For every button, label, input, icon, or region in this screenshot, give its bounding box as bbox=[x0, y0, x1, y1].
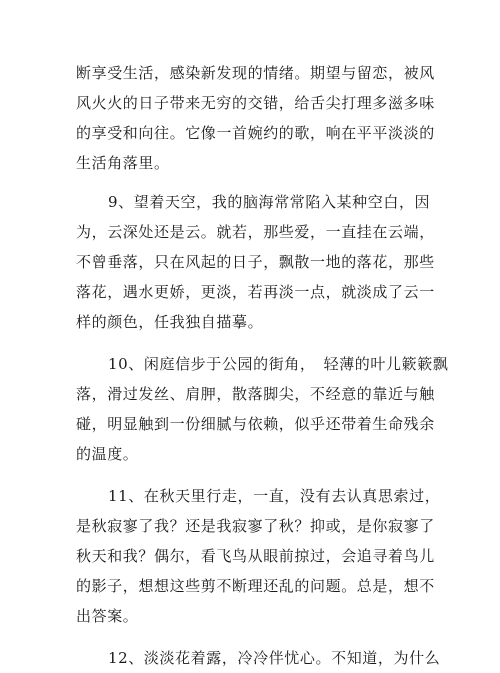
text-line: 的温度。 bbox=[76, 445, 139, 463]
text-line: 11、在秋天里行走，一直，没有去认真思索过， bbox=[108, 487, 441, 505]
text-line: 风火火的日子带来无穷的交错，给舌尖打理多滋多味 bbox=[76, 94, 435, 112]
paragraph-12 bbox=[76, 643, 441, 673]
text-line: 出答案。 bbox=[76, 607, 139, 625]
paragraph-11 bbox=[76, 481, 441, 631]
text-line: 是秋寂寥了我？还是我寂寥了秋？抑或，是你寂寥了 bbox=[76, 517, 435, 535]
text-line: 落花，遇水更娇，更淡，若再淡一点，就淡成了云一 bbox=[76, 283, 435, 301]
document-page bbox=[76, 58, 449, 673]
text-line: 不曾垂落，只在风起的日子，飘散一地的落花，那些 bbox=[76, 253, 435, 271]
text-line: 12、淡淡花着露，冷冷伴忧心。不知道，为什么 bbox=[108, 649, 441, 667]
text-line: 的享受和向往。它像一首婉约的歌，响在平平淡淡的 bbox=[76, 124, 435, 142]
paragraph-9 bbox=[76, 187, 438, 337]
text-line: 秋天和我？偶尔，看飞鸟从眼前掠过，会追寻着鸟儿 bbox=[76, 547, 435, 565]
text-line: 10、闲庭信步于公园的街角， 轻薄的叶儿簌簌飘 bbox=[108, 355, 449, 373]
text-line: 9、望着天空，我的脑海常常陷入某种空白，因 bbox=[108, 193, 431, 211]
paragraph-10 bbox=[76, 349, 449, 469]
paragraph-8-continued bbox=[76, 58, 438, 178]
text-line: 落，滑过发丝、肩胛，散落脚尖，不经意的靠近与触 bbox=[76, 385, 435, 403]
text-line: 生活角落里。 bbox=[76, 154, 170, 172]
text-line: 断享受生活，感染新发现的情绪。期望与留恋，被风 bbox=[76, 64, 435, 82]
text-line: 的影子，想想这些剪不断理还乱的问题。总是，想不 bbox=[76, 577, 435, 595]
text-line: 碰，明显触到一份细腻与依赖，似乎还带着生命残余 bbox=[76, 415, 435, 433]
text-line: 样的颜色，任我独自描摹。 bbox=[76, 313, 264, 331]
text-line: 为，云深处还是云。就若，那些爱，一直挂在云端， bbox=[76, 223, 435, 241]
